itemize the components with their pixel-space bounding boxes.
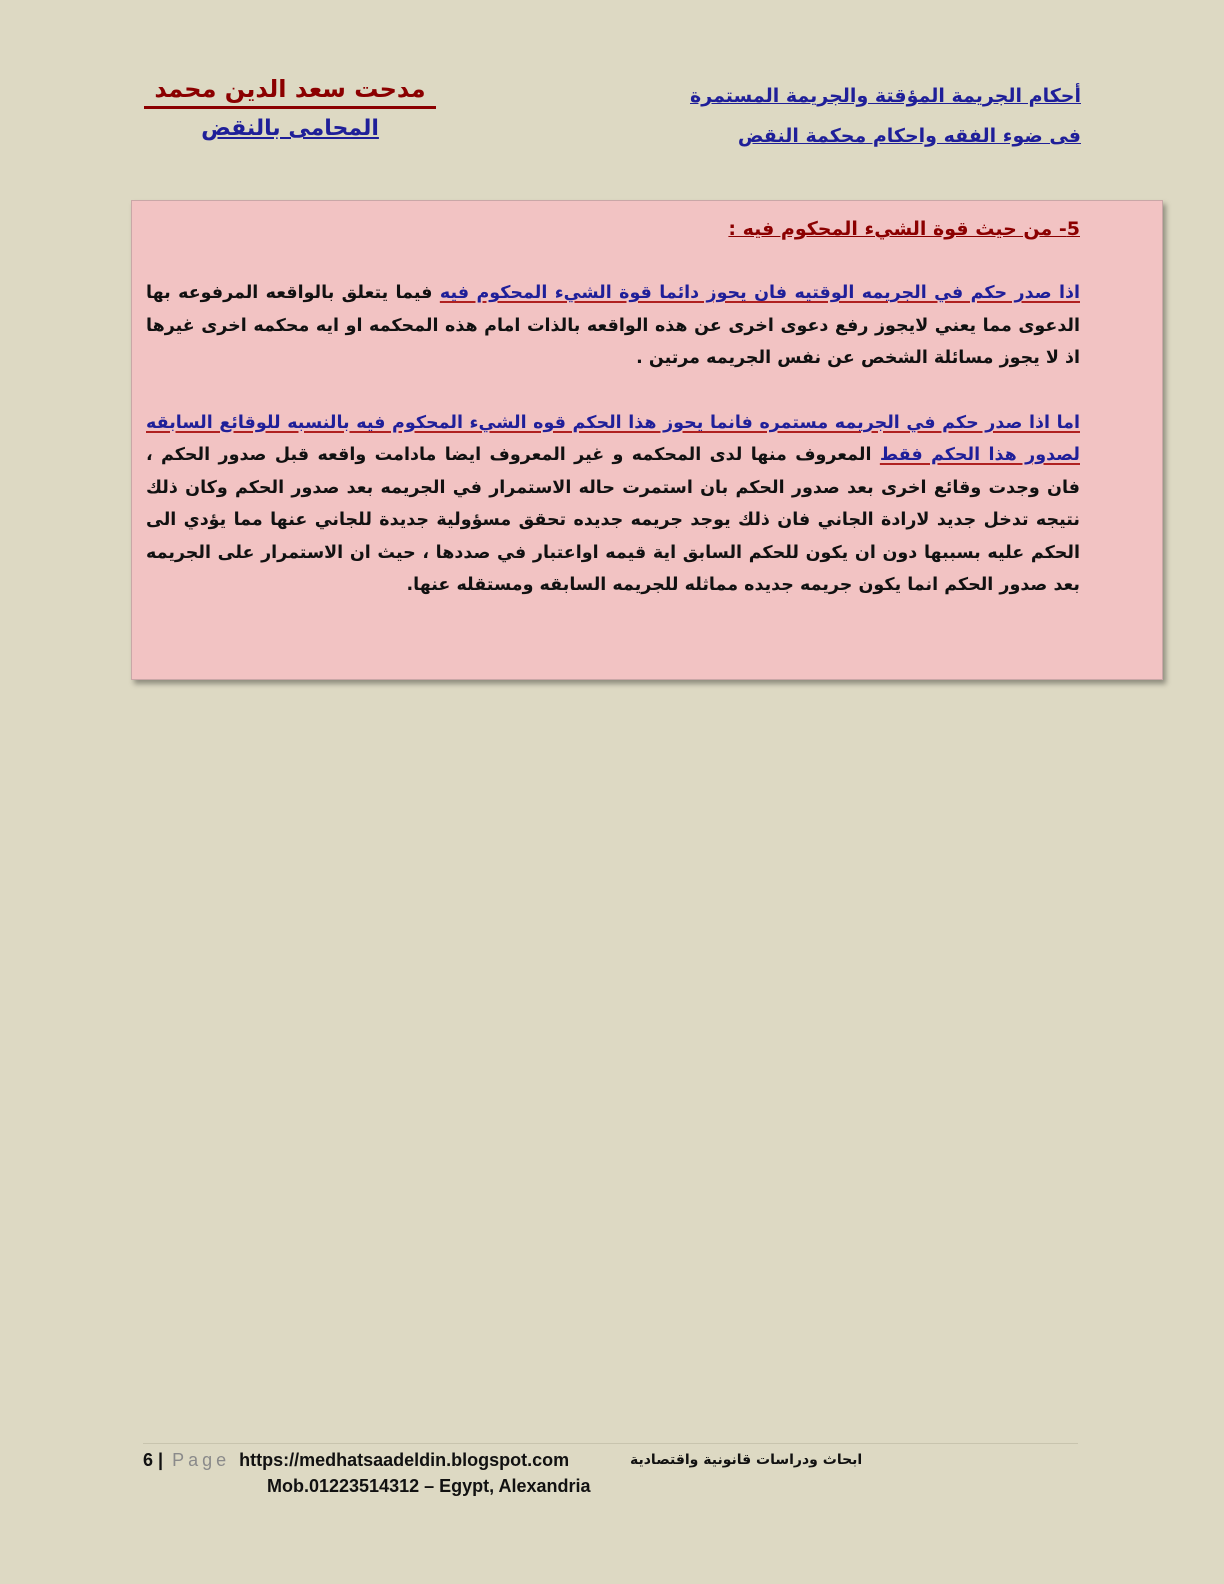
footer-line1: [143, 1448, 569, 1472]
footer-contact: Mob.01223514312 – Egypt, Alexandria: [267, 1476, 591, 1496]
page-word: Page: [172, 1450, 231, 1470]
document-title-block: [561, 76, 1081, 156]
page-number: 6 |: [143, 1450, 164, 1470]
page-footer: [143, 1443, 1078, 1496]
paragraph-2-text: المعروف منها لدى المحكمه و غير المعروف ايضا مادامت واقعه قبل صدور الحكم ، فان وجدت وقائع اخرى بعد صدور الحكم بان استمرت حاله الاستمرار في الجريمه بعد صدور الحكم وكان ذلك نتيجه تدخل جديد لارادة الجاني فان ذلك يوجد جريمه جديده تحقق مسؤولية جديدة للجاني عنها مما يؤدي الى الحكم عليه بسببها دون ان يكون للحكم السابق اية قيمه اواعتبار في صددها ، حيث ان الاستمرار على الجريمه بعد صدور الحكم انما يكون جريمه جديده مماثله للجريمه السابقه ومستقله عنها.: [146, 445, 1080, 595]
footer-arabic-label: ابحاث ودراسات قانونية واقتصادية: [630, 1452, 863, 1468]
paragraph-2: [146, 407, 1080, 602]
content-box: [131, 200, 1163, 680]
document-title-line1: أحكام الجريمة المؤقتة والجريمة المستمرة: [690, 85, 1081, 107]
content-text: [146, 213, 1080, 602]
paragraph-1: [146, 277, 1080, 375]
website-link[interactable]: https://medhatsaadeldin.blogspot.com: [239, 1450, 570, 1470]
author-title: المحامى بالنقض: [201, 116, 379, 141]
author-block: [140, 72, 440, 149]
paragraph-2-highlight: اما اذا صدر حكم في الجريمه مستمره فانما يحوز هذا الحكم قوه الشيء المحكوم فيه بالنسبه للوقائع السابقه لصدور هذا الحكم فقط: [146, 412, 1080, 465]
paragraph-1-highlight: اذا صدر حكم في الجريمه الوقتيه فان يحوز دائما قوة الشيء المحكوم فيه: [439, 283, 1080, 303]
document-title-line2: فى ضوء الفقه واحكام محكمة النقض: [737, 125, 1081, 147]
section-heading: 5- من حيث قوة الشيء المحكوم فيه :: [728, 218, 1080, 240]
paragraph-1-text: فيما يتعلق بالواقعه المرفوعه بها الدعوى مما يعني لايجوز رفع دعوى اخرى عن هذه الواقعه بالذات امام هذه المحكمه او ايه محكمه اخرى غيرها اذ لا يجوز مسائلة الشخص عن نفس الجريمه مرتين .: [146, 283, 1080, 368]
author-name: مدحت سعد الدين محمد: [144, 72, 435, 109]
